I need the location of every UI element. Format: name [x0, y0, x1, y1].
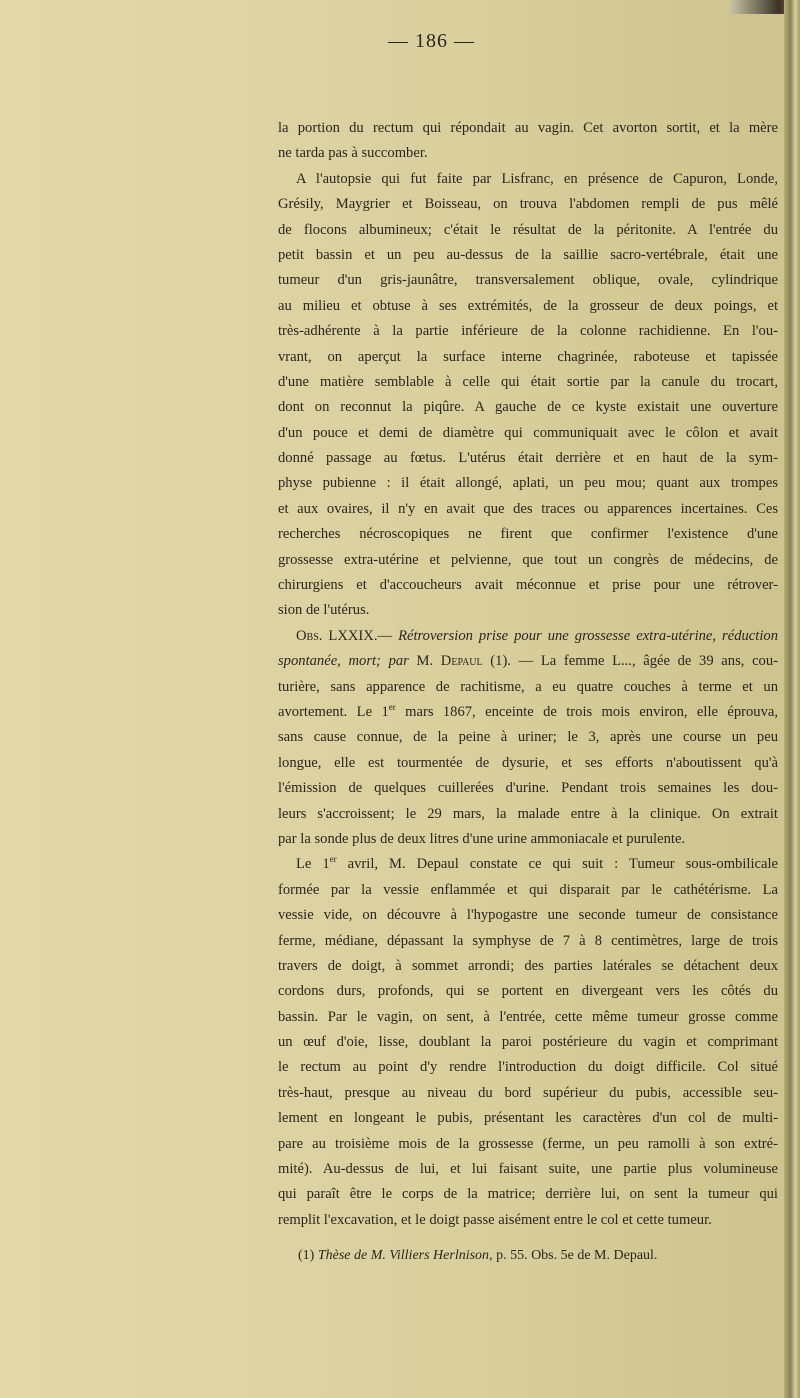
paragraph-line: chirurgiens et d'accoucheurs avait méconnue et prise pour une rétrover- — [278, 577, 778, 594]
page-number: — 186 — — [388, 30, 475, 52]
paragraph-2 — [278, 167, 778, 624]
footnote-title: Thèse de M. Villiers Herlnison — [317, 1248, 490, 1263]
paragraph-line: sans cause connue, de la peine à uriner; le 3, après une course un peu — [278, 729, 778, 746]
paragraph-line: physe pubienne : il était allongé, aplati, un peu mou; quant aux trompes — [278, 475, 778, 492]
paragraph-line: pare au troisième mois de la grossesse (ferme, un peu ramolli à son extré- — [278, 1135, 778, 1152]
obs-title-cont: spontanée, mort; — [278, 653, 381, 670]
paragraph-line: sion de l'utérus. — [278, 602, 370, 619]
paragraph-line: la portion du rectum qui répondait au vagin. Cet avorton sortit, et la mère — [278, 120, 778, 136]
paragraph-line: de flocons albumineux; c'était le résultat de la péritonite. A l'entrée du — [278, 221, 778, 238]
paragraph-line: donné passage au fœtus. L'utérus était derrière et en haut de la sym- — [278, 450, 778, 467]
paragraph-line: d'une matière semblable à celle qui était sortie par la canule du trocart, — [278, 373, 778, 390]
paragraph-line: par la sonde plus de deux litres d'une urine ammoniacale et purulente. — [278, 830, 686, 847]
paragraph-line: A l'autopsie qui fut faite par Lisfranc, en présence de Capuron, Londe, — [296, 170, 778, 187]
obs-line — [278, 700, 778, 725]
obs-text: mars 1867, enceinte de trois mois environ, elle éprouva, — [395, 703, 779, 720]
paragraph-line: ferme, médiane, dépassant la symphyse de 7 à 8 centimètres, large de trois — [278, 932, 778, 949]
paragraph-4 — [278, 852, 778, 1233]
paragraph-line: Grésily, Maygrier et Boisseau, on trouva l'abdomen rempli de pus mêlé — [278, 196, 778, 213]
paragraph-line: cordons durs, profonds, qui se portent en divergeant vers les côtés du — [278, 983, 778, 1000]
page-binding-edge — [784, 0, 800, 1398]
superscript: er — [388, 702, 396, 713]
paragraph-line: mité). Au-dessus de lui, et lui faisant suite, une partie plus volumineuse — [278, 1161, 778, 1178]
paragraph-line: le rectum au point d'y rendre l'introduction du doigt difficile. Col situé — [278, 1059, 778, 1076]
paragraph-line: longue, elle est tourmentée de dysurie, et ses efforts n'aboutissent qu'à — [278, 754, 778, 771]
obs-label: Obs. LXXIX.— — [296, 627, 399, 644]
paragraph-line: recherches nécroscopiques ne firent que confirmer l'existence d'une — [278, 526, 778, 543]
obs-line: turière, sans apparence de rachitisme, a eu quatre couches à terme et un — [278, 678, 778, 695]
paragraph-line: et aux ovaires, il n'y en avait que des traces ou apparences incertaines. Ces — [278, 500, 778, 517]
p4-text: avril, M. Depaul constate ce qui suit : Tumeur sous-ombilicale — [336, 856, 778, 873]
paragraph-line: leurs s'accroissent; le 29 mars, la malade entre à la clinique. On extrait — [278, 805, 778, 822]
paragraph-line: dont on reconnut la piqûre. A gauche de ce kyste existait une ouverture — [278, 399, 778, 416]
p4-text: Le 1 — [296, 856, 330, 873]
paragraph-line: formée par la vessie enflammée et qui disparait par le cathétérisme. La — [278, 881, 778, 898]
paragraph-line: vrant, on aperçut la surface interne chagrinée, raboteuse et tapissée — [278, 348, 778, 365]
observation-paragraph — [278, 624, 778, 853]
obs-line — [278, 649, 778, 674]
paragraph-line: tumeur d'un gris-jaunâtre, transversalement oblique, ovale, cylindrique — [278, 272, 778, 289]
obs-by: par — [380, 653, 417, 670]
paragraph-line — [278, 852, 778, 877]
paragraph-1 — [278, 116, 778, 167]
paragraph-line: un œuf d'oie, lisse, doublant la paroi postérieure du vagin et comprimant — [278, 1034, 778, 1051]
superscript: er — [329, 854, 337, 865]
obs-author: M. Depaul — [416, 653, 483, 670]
paragraph-line: ne tarda pas à succomber. — [278, 145, 428, 162]
footnote-number: (1) — [298, 1248, 318, 1263]
paragraph-line: très-adhérente à la partie inférieure de la colonne rachidienne. En l'ou- — [278, 323, 778, 340]
obs-heading-line — [278, 624, 778, 649]
obs-text: avortement. Le 1 — [278, 703, 389, 720]
paragraph-line: l'émission de quelques cuillerées d'urine. Pendant trois semaines les dou- — [278, 780, 778, 797]
obs-text: (1). — La femme L..., âgée de 39 ans, cou- — [482, 653, 778, 670]
footnote-text: , p. 55. Obs. 5e de M. Depaul. — [489, 1248, 658, 1263]
paragraph-line: petit bassin et un peu au-dessus de la saillie sacro-vertébrale, était une — [278, 246, 778, 263]
paragraph-line: très-haut, presque au niveau du bord supérieur du pubis, accessible seu- — [278, 1084, 778, 1101]
obs-title: Rétroversion prise pour une grossesse extra-utérine, réduction — [398, 627, 778, 644]
paragraph-line: bassin. Par le vagin, on sent, à l'entrée, cette même tumeur grosse comme — [278, 1008, 778, 1025]
footnote — [298, 1248, 657, 1264]
paragraph-line: d'un pouce et demi de diamètre qui communiquait avec le côlon et avait — [278, 424, 778, 441]
paragraph-line: travers de doigt, à sommet arrondi; des parties latérales se détachent deux — [278, 957, 778, 974]
paragraph-line: au milieu et obtuse à ses extrémités, de la grosseur de deux poings, et — [278, 297, 778, 314]
body-text — [278, 116, 778, 1233]
paragraph-line: vessie vide, on découvre à l'hypogastre une seconde tumeur de consistance — [278, 907, 778, 924]
paragraph-line: qui paraît être le corps de la matrice; derrière lui, on sent la tumeur qui — [278, 1186, 778, 1203]
paragraph-line: grossesse extra-utérine et pelvienne, que tout un congrès de médecins, de — [278, 551, 778, 568]
paragraph-line: remplit l'excavation, et le doigt passe aisément entre le col et cette tumeur. — [278, 1211, 712, 1228]
paragraph-line: lement en longeant le pubis, présentant les caractères d'un col de multi- — [278, 1110, 778, 1127]
